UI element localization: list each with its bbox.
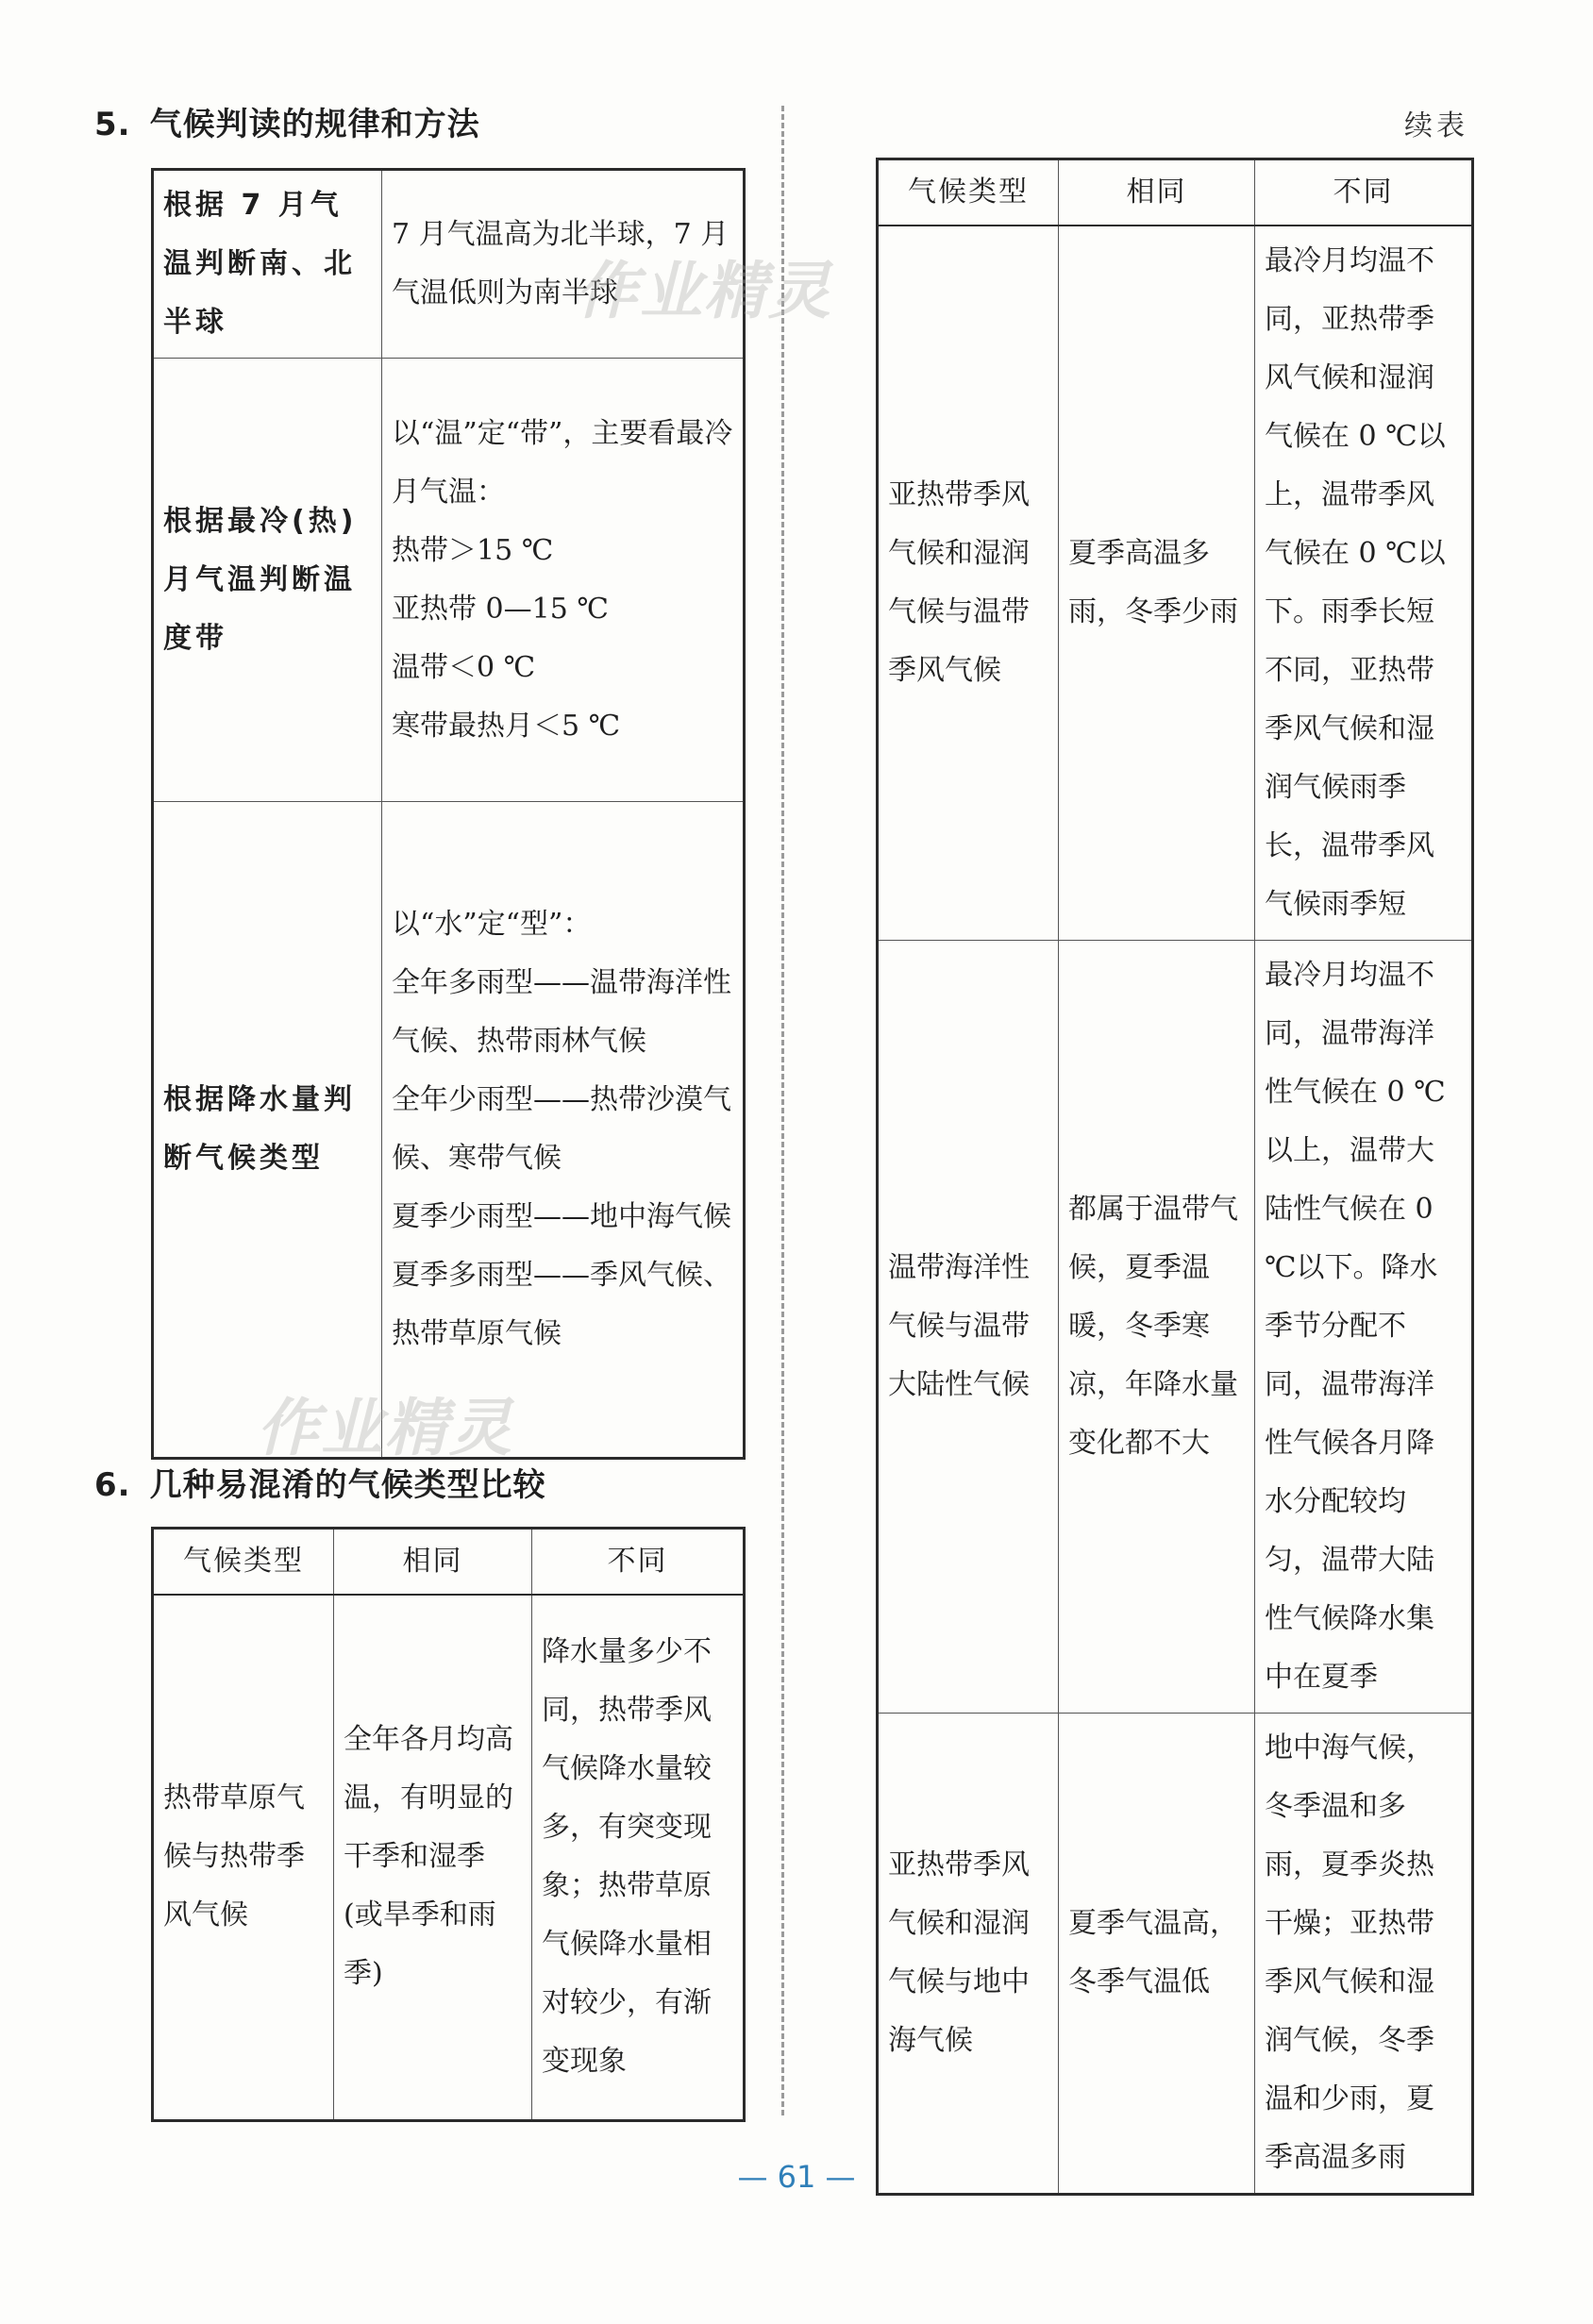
section6-title-text: 几种易混淆的气候类型比较 <box>149 1466 546 1504</box>
column-header: 气候类型 <box>878 159 1059 226</box>
same-cell: 都属于温带气候，夏季温暖，冬季寒凉，年降水量变化都不大 <box>1059 940 1255 1713</box>
watermark: 作业精灵 <box>576 255 832 327</box>
diff-cell: 地中海气候，冬季温和多雨，夏季炎热干燥；亚热带季风气候和湿润气候，冬季温和少雨，夏季高温多雨 <box>1255 1713 1473 2194</box>
climate-type-cell: 热带草原气候与热带季风气候 <box>153 1595 334 2121</box>
continued-label: 续表 <box>1404 109 1468 142</box>
column-header: 相同 <box>334 1529 532 1595</box>
same-cell: 全年各月均高温，有明显的干季和湿季(或旱季和雨季) <box>334 1595 532 2121</box>
column-header: 气候类型 <box>153 1529 334 1595</box>
same-cell: 夏季气温高，冬季气温低 <box>1059 1713 1255 2194</box>
diff-cell: 降水量多少不同，热带季风气候降水量较多，有突变现象；热带草原气候降水量相对较少，有渐变现象 <box>532 1595 745 2121</box>
column-header: 相同 <box>1059 159 1255 226</box>
page-number: — 61 — <box>737 2159 856 2195</box>
table-row <box>153 170 745 359</box>
diff-cell: 最冷月均温不同，亚热带季风气候和湿润气候在 0 ℃以上，温带季风气候在 0 ℃以下。雨季长短不同，亚热带季风气候和湿润气候雨季长，温带季风气候雨季短 <box>1255 226 1473 941</box>
column-divider <box>781 106 784 2115</box>
table-row <box>878 1713 1473 2194</box>
climate-type-cell: 亚热带季风气候和湿润气候与温带季风气候 <box>878 226 1059 941</box>
section6-title <box>94 1459 546 1505</box>
rule-content: 以“温”定“带”，主要看最冷月气温： 热带＞15 ℃ 亚热带 0—15 ℃ 温带＜0 ℃ 寒带最热月＜5 ℃ <box>382 359 745 802</box>
section5-title-text: 气候判读的规律和方法 <box>149 106 480 143</box>
column-header: 不同 <box>1255 159 1473 226</box>
table-row <box>153 1595 745 2121</box>
climate-type-cell: 温带海洋性气候与温带大陆性气候 <box>878 940 1059 1713</box>
table-header-row <box>878 159 1473 226</box>
section5-number: 5. <box>94 106 131 143</box>
column-header: 不同 <box>532 1529 745 1595</box>
diff-cell: 最冷月均温不同，温带海洋性气候在 0 ℃以上，温带大陆性气候在 0 ℃以下。降水季节分配不同，温带海洋性气候各月降水分配较均匀，温带大陆性气候降水集中在夏季 <box>1255 940 1473 1713</box>
section5-title <box>94 98 480 144</box>
table-row <box>153 802 745 1459</box>
same-cell: 夏季高温多雨，冬季少雨 <box>1059 226 1255 941</box>
watermark: 作业精灵 <box>257 1392 513 1464</box>
rule-content: 以“水”定“型”： 全年多雨型——温带海洋性气候、热带雨林气候 全年少雨型——热带沙漠气候、寒带气候 夏季少雨型——地中海气候 夏季多雨型——季风气候、热带草原气候 <box>382 802 745 1459</box>
table-header-row <box>153 1529 745 1595</box>
climate-type-cell: 亚热带季风气候和湿润气候与地中海气候 <box>878 1713 1059 2194</box>
comparison-table <box>151 1527 746 2122</box>
table-row <box>878 226 1473 941</box>
continued-comparison-table <box>876 158 1474 2196</box>
rule-content: 7 月气温高为北半球，7 月气温低则为南半球 <box>382 170 745 359</box>
rule-head: 根据最冷(热)月气温判断温度带 <box>153 359 382 802</box>
rules-table <box>151 168 746 1460</box>
rule-head: 根据降水量判断气候类型 <box>153 802 382 1459</box>
table-row <box>878 940 1473 1713</box>
table-row <box>153 359 745 802</box>
rule-head: 根据 7 月气温判断南、北半球 <box>153 170 382 359</box>
section6-number: 6. <box>94 1466 131 1504</box>
